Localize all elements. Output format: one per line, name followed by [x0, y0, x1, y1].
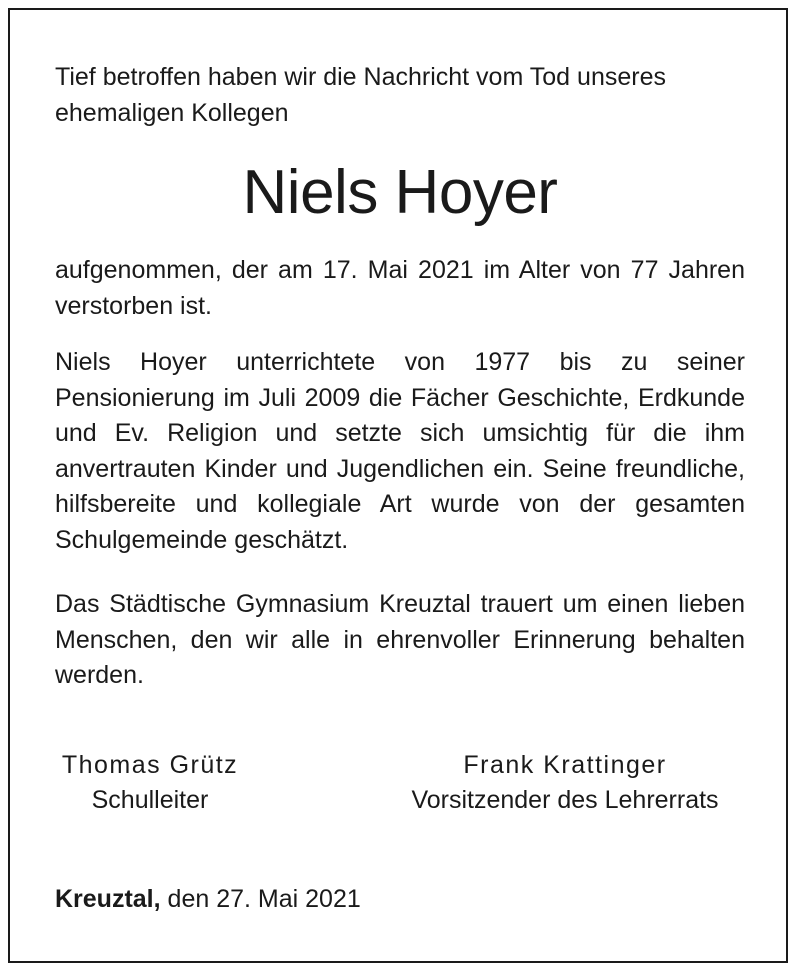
career-paragraph: Niels Hoyer unterrichtete von 1977 bis zu seiner Pensionierung im Juli 2009 die Fächer Geschichte, Erdkunde und Ev. Religion und setzte sich umsichtig für die ihm anvertrauten Kinder und Jugendlichen ein. Seine freundliche, hilfsbereite und kollegiale Art wurde von der gesamten Schulgemeinde geschätzt. — [55, 348, 745, 554]
signature-name: Thomas Grütz — [61, 751, 239, 779]
mourning-paragraph: Das Städtische Gymnasium Kreuztal trauert um einen lieben Menschen, den wir alle in ehrenvoller Erinnerung behalten werden. — [55, 590, 745, 689]
signature-council-chair — [380, 748, 750, 818]
signature-role: Schulleiter — [91, 786, 209, 814]
death-details-paragraph: aufgenommen, der am 17. Mai 2021 im Alter von 77 Jahren verstorben ist. — [55, 256, 745, 320]
place-date-line — [55, 882, 361, 917]
signature-principal — [40, 748, 260, 818]
intro-text: Tief betroffen haben wir die Nachricht vom Tod unseres ehemaligen Kollegen — [55, 63, 666, 127]
deceased-name: Niels Hoyer — [242, 158, 558, 227]
place-name: Kreuztal, — [55, 885, 161, 913]
signature-role: Vorsitzender des Lehrerrats — [411, 786, 719, 814]
signature-name: Frank Krattinger — [463, 751, 667, 779]
date-text: den 27. Mai 2021 — [167, 885, 361, 913]
